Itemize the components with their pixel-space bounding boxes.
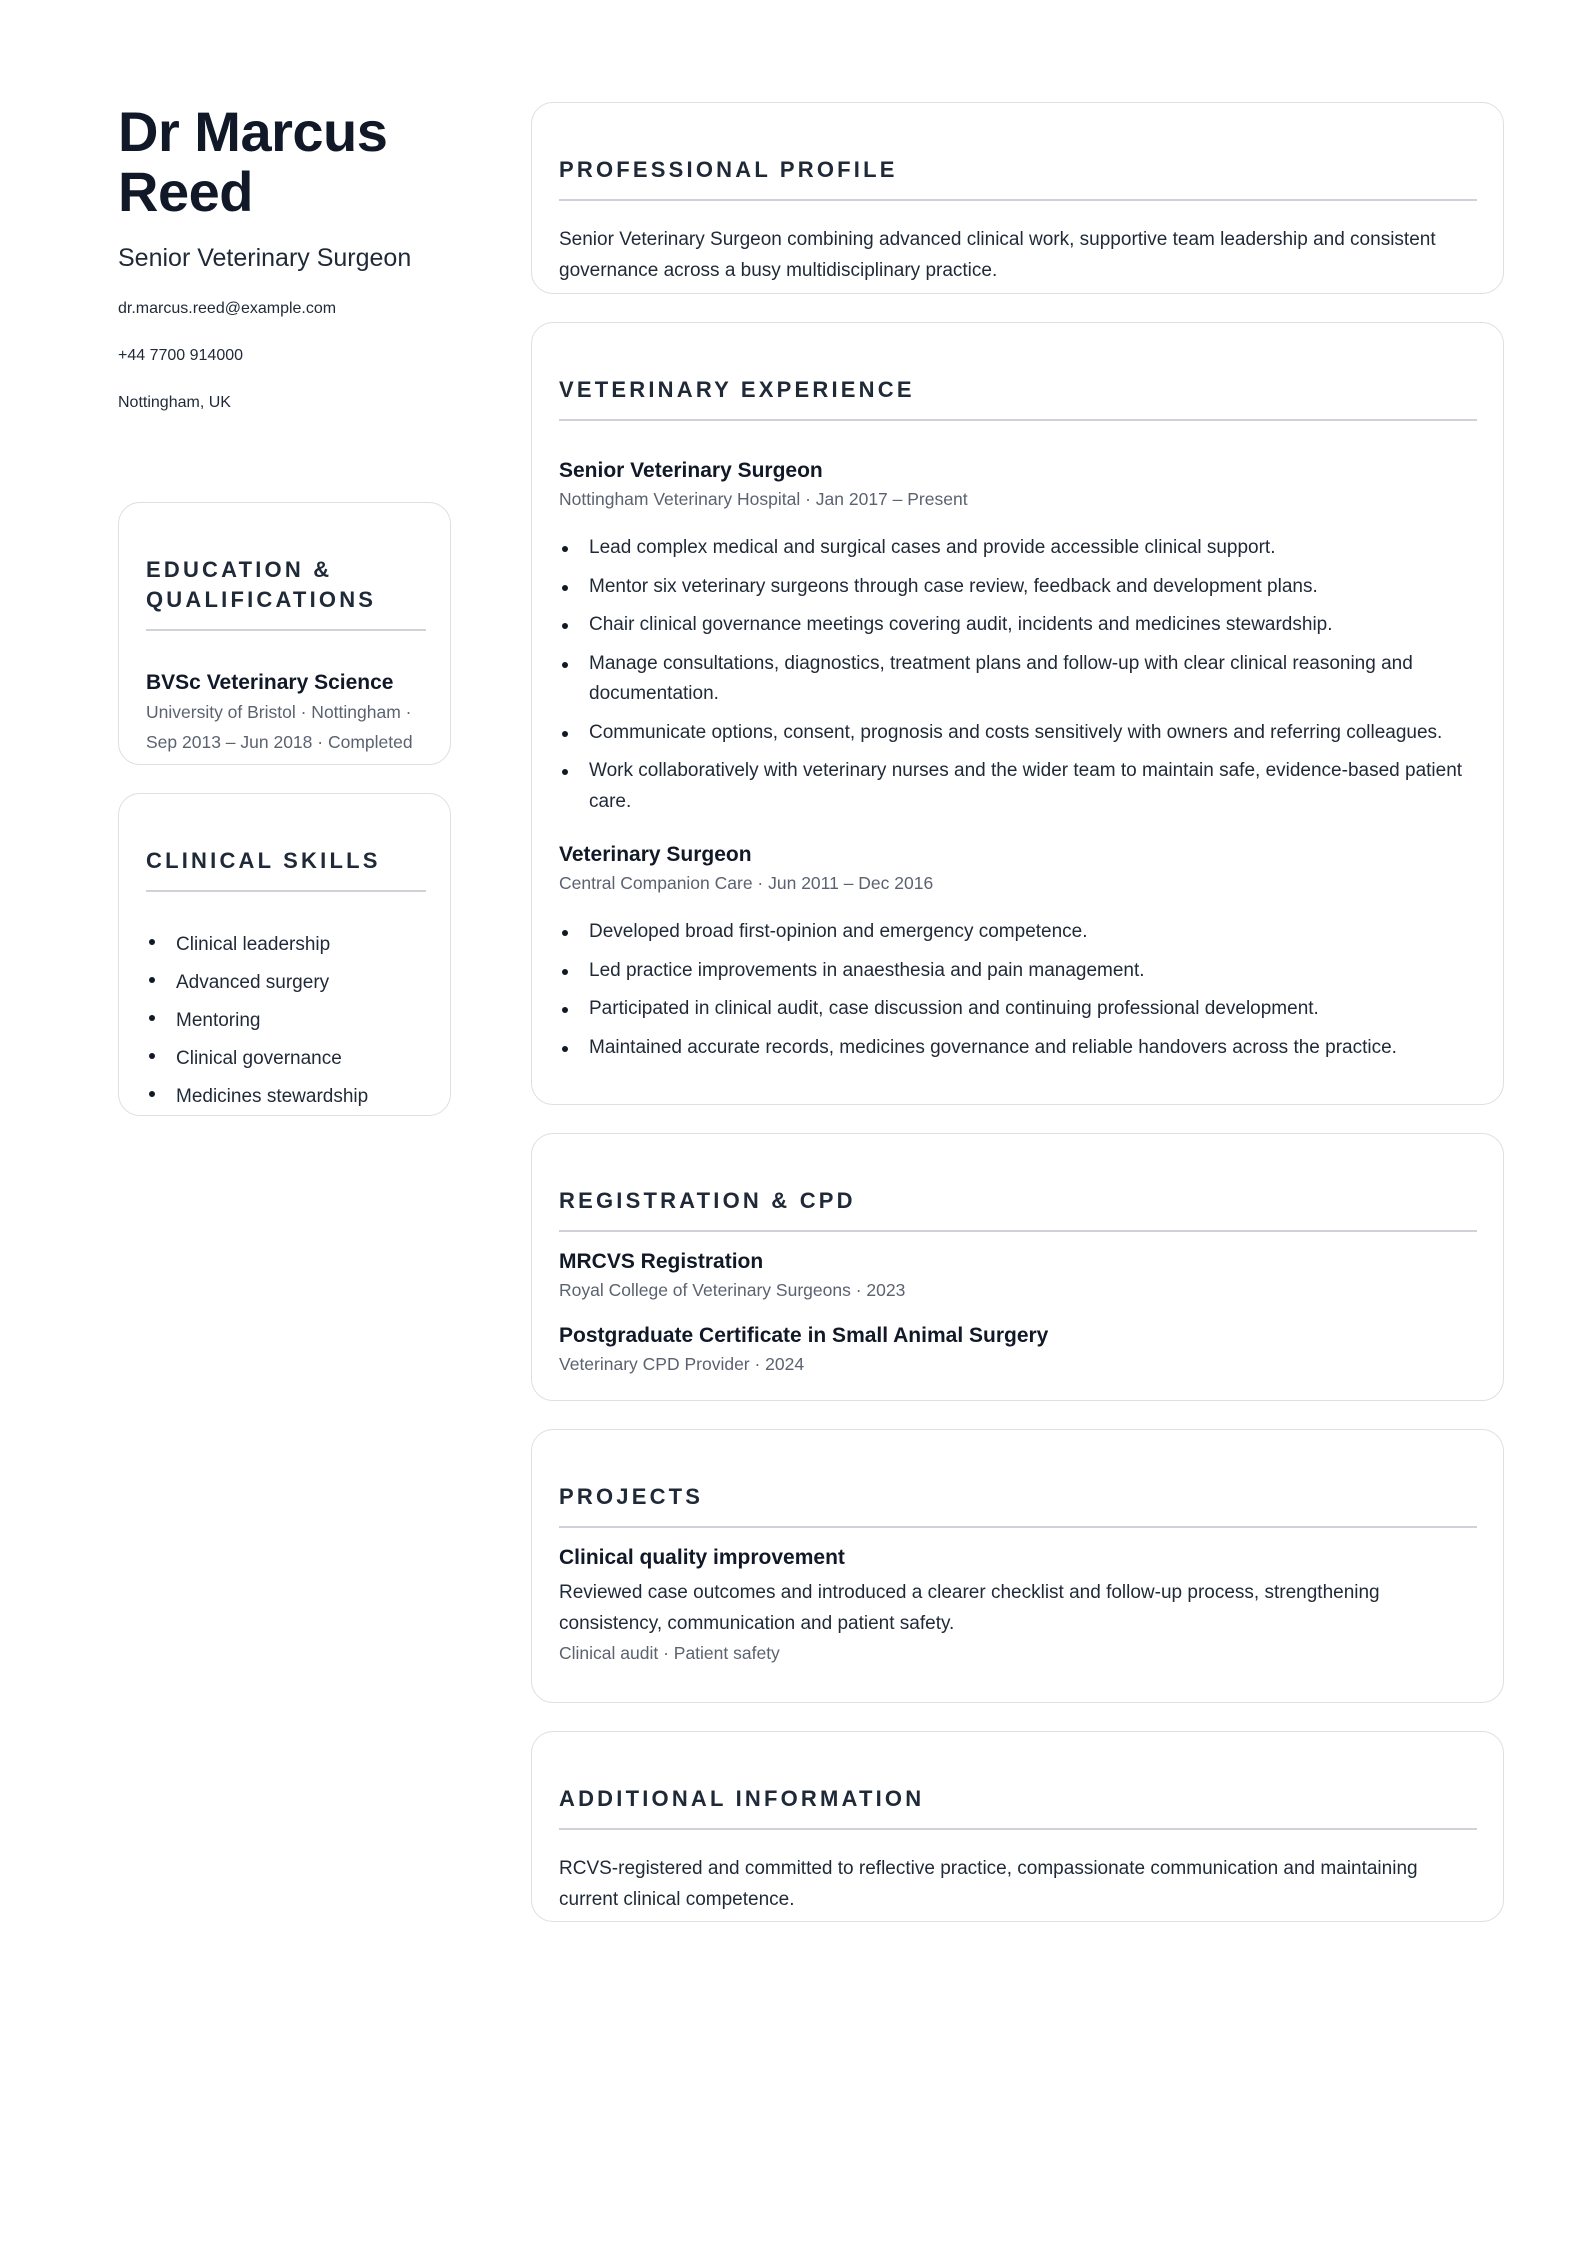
skills-divider: [146, 890, 426, 892]
sidebar-header: [118, 102, 454, 413]
registration-meta: Veterinary CPD Provider · 2024: [559, 1354, 805, 1374]
education-degree: BVSc Veterinary Science: [146, 671, 394, 694]
skill-item: Clinical governance: [146, 1040, 426, 1078]
education-institution: University of Bristol · Nottingham ·: [146, 702, 412, 722]
job-bullet: Work collaboratively with veterinary nurses and the wider team to maintain safe, evidence-based patient care.: [559, 756, 1477, 817]
job-bullet: Manage consultations, diagnostics, treatment plans and follow-up with clear clinical reasoning and documentation.: [559, 649, 1477, 710]
education-card: [118, 502, 451, 765]
skill-item: Clinical leadership: [146, 926, 426, 964]
additional-card: [531, 1731, 1504, 1922]
job-bullet: Communicate options, consent, prognosis and costs sensitively with owners and referring colleagues.: [559, 718, 1477, 749]
job-bullet: Mentor six veterinary surgeons through case review, feedback and development plans.: [559, 572, 1477, 603]
job-bullet: Chair clinical governance meetings covering audit, incidents and medicines stewardship.: [559, 610, 1477, 641]
registration-divider: [559, 1230, 1477, 1232]
job-bullet: Led practice improvements in anaesthesia and pain management.: [559, 956, 1477, 987]
profile-text: Senior Veterinary Surgeon combining advanced clinical work, supportive team leadership and consistent governance across a busy multidisciplinary practice.: [559, 229, 1436, 281]
skill-item: Advanced surgery: [146, 964, 426, 1002]
project-name: Clinical quality improvement: [559, 1546, 845, 1569]
profile-divider: [559, 199, 1477, 201]
profile-card: [531, 102, 1504, 294]
registration-name: Postgraduate Certificate in Small Animal Surgery: [559, 1324, 1049, 1347]
contact-phone[interactable]: +44 7700 914000: [118, 347, 244, 364]
job-bullet: Maintained accurate records, medicines governance and reliable handovers across the practice.: [559, 1033, 1477, 1064]
registration-item: [559, 1322, 1477, 1378]
job-role: Senior Veterinary Surgeon: [559, 459, 823, 482]
experience-title: VETERINARY EXPERIENCE: [559, 377, 915, 402]
job-meta: Nottingham Veterinary Hospital · Jan 2017 – Present: [559, 489, 968, 509]
skills-card: [118, 793, 451, 1116]
additional-text: RCVS-registered and committed to reflective practice, compassionate communication and maintaining current clinical competence.: [559, 1858, 1418, 1910]
job-bullets: [559, 917, 1477, 1063]
contact-location: Nottingham, UK: [118, 394, 231, 411]
projects-title: PROJECTS: [559, 1484, 704, 1509]
candidate-name: Dr Marcus Reed: [118, 100, 388, 223]
job-role: Veterinary Surgeon: [559, 843, 752, 866]
skill-item: Medicines stewardship: [146, 1078, 426, 1116]
registration-name: MRCVS Registration: [559, 1250, 764, 1273]
experience-divider: [559, 419, 1477, 421]
projects-card: [531, 1429, 1504, 1703]
skills-title: CLINICAL SKILLS: [146, 848, 381, 873]
projects-divider: [559, 1526, 1477, 1528]
project-tags: Clinical audit · Patient safety: [559, 1643, 780, 1663]
education-divider: [146, 629, 426, 631]
profile-title: PROFESSIONAL PROFILE: [559, 157, 898, 182]
registration-card: [531, 1133, 1504, 1401]
project-description: Reviewed case outcomes and introduced a clearer checklist and follow-up process, strengthening consistency, communication and patient safety.: [559, 1582, 1380, 1634]
job-bullet: Developed broad first-opinion and emergency competence.: [559, 917, 1477, 948]
additional-divider: [559, 1828, 1477, 1830]
skill-item: Mentoring: [146, 1002, 426, 1040]
job-bullets: [559, 533, 1477, 817]
registration-item: [559, 1248, 1477, 1304]
skills-list: [146, 926, 426, 1116]
education-dates: Sep 2013 – Jun 2018 · Completed: [146, 732, 413, 752]
job-bullet: Lead complex medical and surgical cases and provide accessible clinical support.: [559, 533, 1477, 564]
contact-email[interactable]: dr.marcus.reed@example.com: [118, 300, 337, 317]
additional-title: ADDITIONAL INFORMATION: [559, 1786, 925, 1811]
candidate-role: Senior Veterinary Surgeon: [118, 244, 412, 272]
job-entry: [559, 841, 1477, 1063]
job-entry: [559, 457, 1477, 817]
experience-card: [531, 322, 1504, 1105]
registration-meta: Royal College of Veterinary Surgeons · 2023: [559, 1280, 906, 1300]
education-title: EDUCATION & QUALIFICATIONS: [146, 557, 377, 612]
job-meta: Central Companion Care · Jun 2011 – Dec 2016: [559, 873, 934, 893]
registration-title: REGISTRATION & CPD: [559, 1188, 856, 1213]
job-bullet: Participated in clinical audit, case discussion and continuing professional development.: [559, 994, 1477, 1025]
